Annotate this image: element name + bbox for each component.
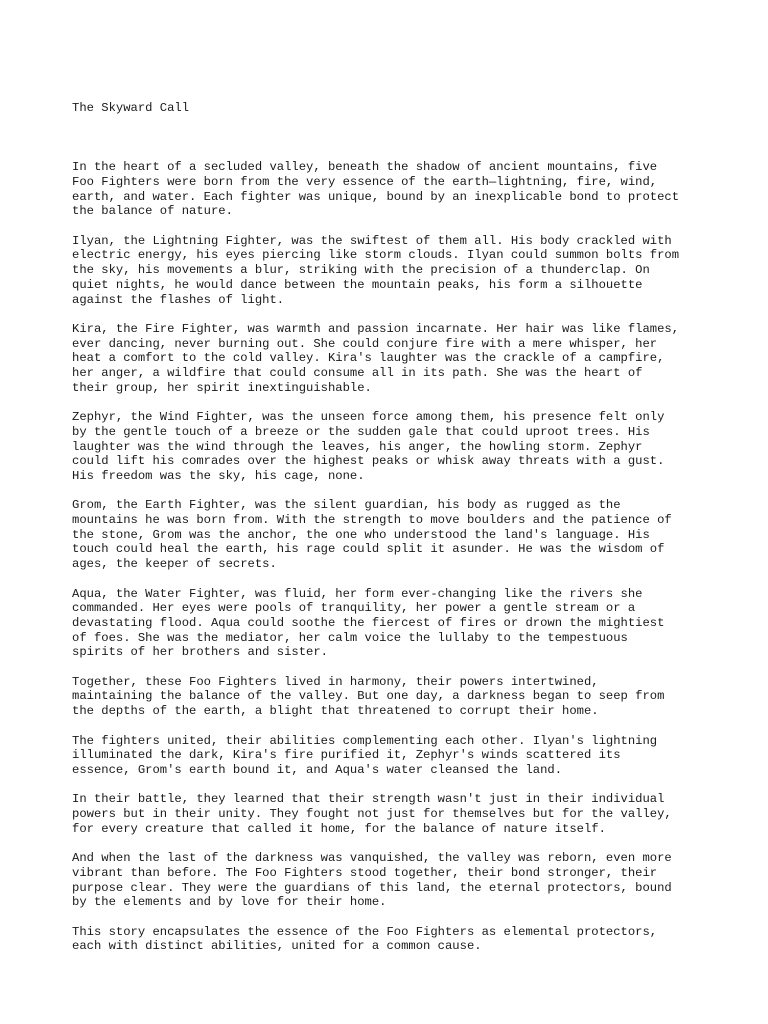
text-line: the depths of the earth, a blight that threatened to corrupt their home. — [72, 704, 599, 719]
text-line: Zephyr, the Wind Fighter, was the unseen force among them, his presence felt only — [72, 410, 665, 425]
text-line: each with distinct abilities, united for a common cause. — [72, 939, 482, 954]
text-line: quiet nights, he would dance between the mountain peaks, his form a silhouette — [72, 277, 643, 292]
paragraph — [72, 498, 702, 572]
paragraph — [72, 734, 702, 778]
text-line: could lift his comrades over the highest peaks or whisk away threats with a gust. — [72, 454, 665, 469]
text-line: heat a comfort to the cold valley. Kira's laughter was the crackle of a campfire, — [72, 351, 665, 366]
text-line: maintaining the balance of the valley. But one day, a darkness began to seep from — [72, 689, 665, 704]
paragraph — [72, 160, 702, 219]
text-line: This story encapsulates the essence of the Foo Fighters as elemental protectors, — [72, 924, 658, 939]
text-line: purpose clear. They were the guardians of this land, the eternal protectors, bound — [72, 880, 672, 895]
paragraph — [72, 234, 702, 308]
text-line: the balance of nature. — [72, 204, 233, 219]
text-line: electric energy, his eyes piercing like storm clouds. Ilyan could summon bolts from — [72, 248, 680, 263]
paragraph — [72, 322, 702, 396]
text-line: devastating flood. Aqua could soothe the fiercest of fires or drown the mightiest — [72, 615, 665, 630]
text-line: Aqua, the Water Fighter, was fluid, her form ever-changing like the rivers she — [72, 586, 643, 601]
text-line: spirits of her brothers and sister. — [72, 645, 328, 660]
text-line: And when the last of the darkness was vanquished, the valley was reborn, even more — [72, 851, 672, 866]
text-line: ever dancing, never burning out. She could conjure fire with a mere whisper, her — [72, 336, 658, 351]
paragraph — [72, 410, 702, 484]
paragraph — [72, 792, 702, 836]
text-line: of foes. She was the mediator, her calm voice the lullaby to the tempestuous — [72, 630, 628, 645]
text-line: His freedom was the sky, his cage, none. — [72, 468, 365, 483]
text-line: mountains he was born from. With the strength to move boulders and the patience of — [72, 513, 672, 528]
text-line: their group, her spirit inextinguishable. — [72, 380, 372, 395]
text-line: commanded. Her eyes were pools of tranquility, her power a gentle stream or a — [72, 601, 636, 616]
paragraph — [72, 851, 702, 910]
text-line: touch could heal the earth, his rage could split it asunder. He was the wisdom of — [72, 542, 665, 557]
document-page — [72, 72, 702, 983]
text-line: Kira, the Fire Fighter, was warmth and passion incarnate. Her hair was like flames, — [72, 321, 680, 336]
text-line: against the flashes of light. — [72, 292, 285, 307]
text-line: In their battle, they learned that their strength wasn't just in their individual — [72, 792, 665, 807]
text-line: essence, Grom's earth bound it, and Aqua's water cleansed the land. — [72, 762, 563, 777]
document-title: The Skyward Call — [72, 101, 190, 116]
paragraph — [72, 675, 702, 719]
text-line: the stone, Grom was the anchor, the one who understood the land's language. His — [72, 527, 650, 542]
text-line: Grom, the Earth Fighter, was the silent guardian, his body as rugged as the — [72, 498, 621, 513]
text-line: Together, these Foo Fighters lived in harmony, their powers intertwined, — [72, 674, 599, 689]
text-line: In the heart of a secluded valley, beneath the shadow of ancient mountains, five — [72, 160, 658, 175]
text-line: illuminated the dark, Kira's fire purified it, Zephyr's winds scattered its — [72, 748, 621, 763]
text-line: her anger, a wildfire that could consume all in its path. She was the heart of — [72, 366, 643, 381]
text-line: by the gentle touch of a breeze or the sudden gale that could uproot trees. His — [72, 424, 650, 439]
text-line: by the elements and by love for their home. — [72, 895, 387, 910]
text-line: laughter was the wind through the leaves, his anger, the howling storm. Zephyr — [72, 439, 643, 454]
text-line: powers but in their unity. They fought not just for themselves but for the valley, — [72, 807, 672, 822]
text-line: the sky, his movements a blur, striking with the precision of a thunderclap. On — [72, 263, 650, 278]
paragraph — [72, 925, 702, 954]
paragraph — [72, 587, 702, 661]
text-line: vibrant than before. The Foo Fighters stood together, their bond stronger, their — [72, 865, 658, 880]
text-line: earth, and water. Each fighter was unique, bound by an inexplicable bond to protect — [72, 189, 680, 204]
text-line: Foo Fighters were born from the very essence of the earth—lightning, fire, wind, — [72, 174, 658, 189]
document-body — [72, 160, 702, 954]
text-line: for every creature that called it home, for the balance of nature itself. — [72, 821, 606, 836]
text-line: ages, the keeper of secrets. — [72, 557, 277, 572]
text-line: The fighters united, their abilities complementing each other. Ilyan's lightning — [72, 733, 658, 748]
text-line: Ilyan, the Lightning Fighter, was the swiftest of them all. His body crackled with — [72, 233, 672, 248]
